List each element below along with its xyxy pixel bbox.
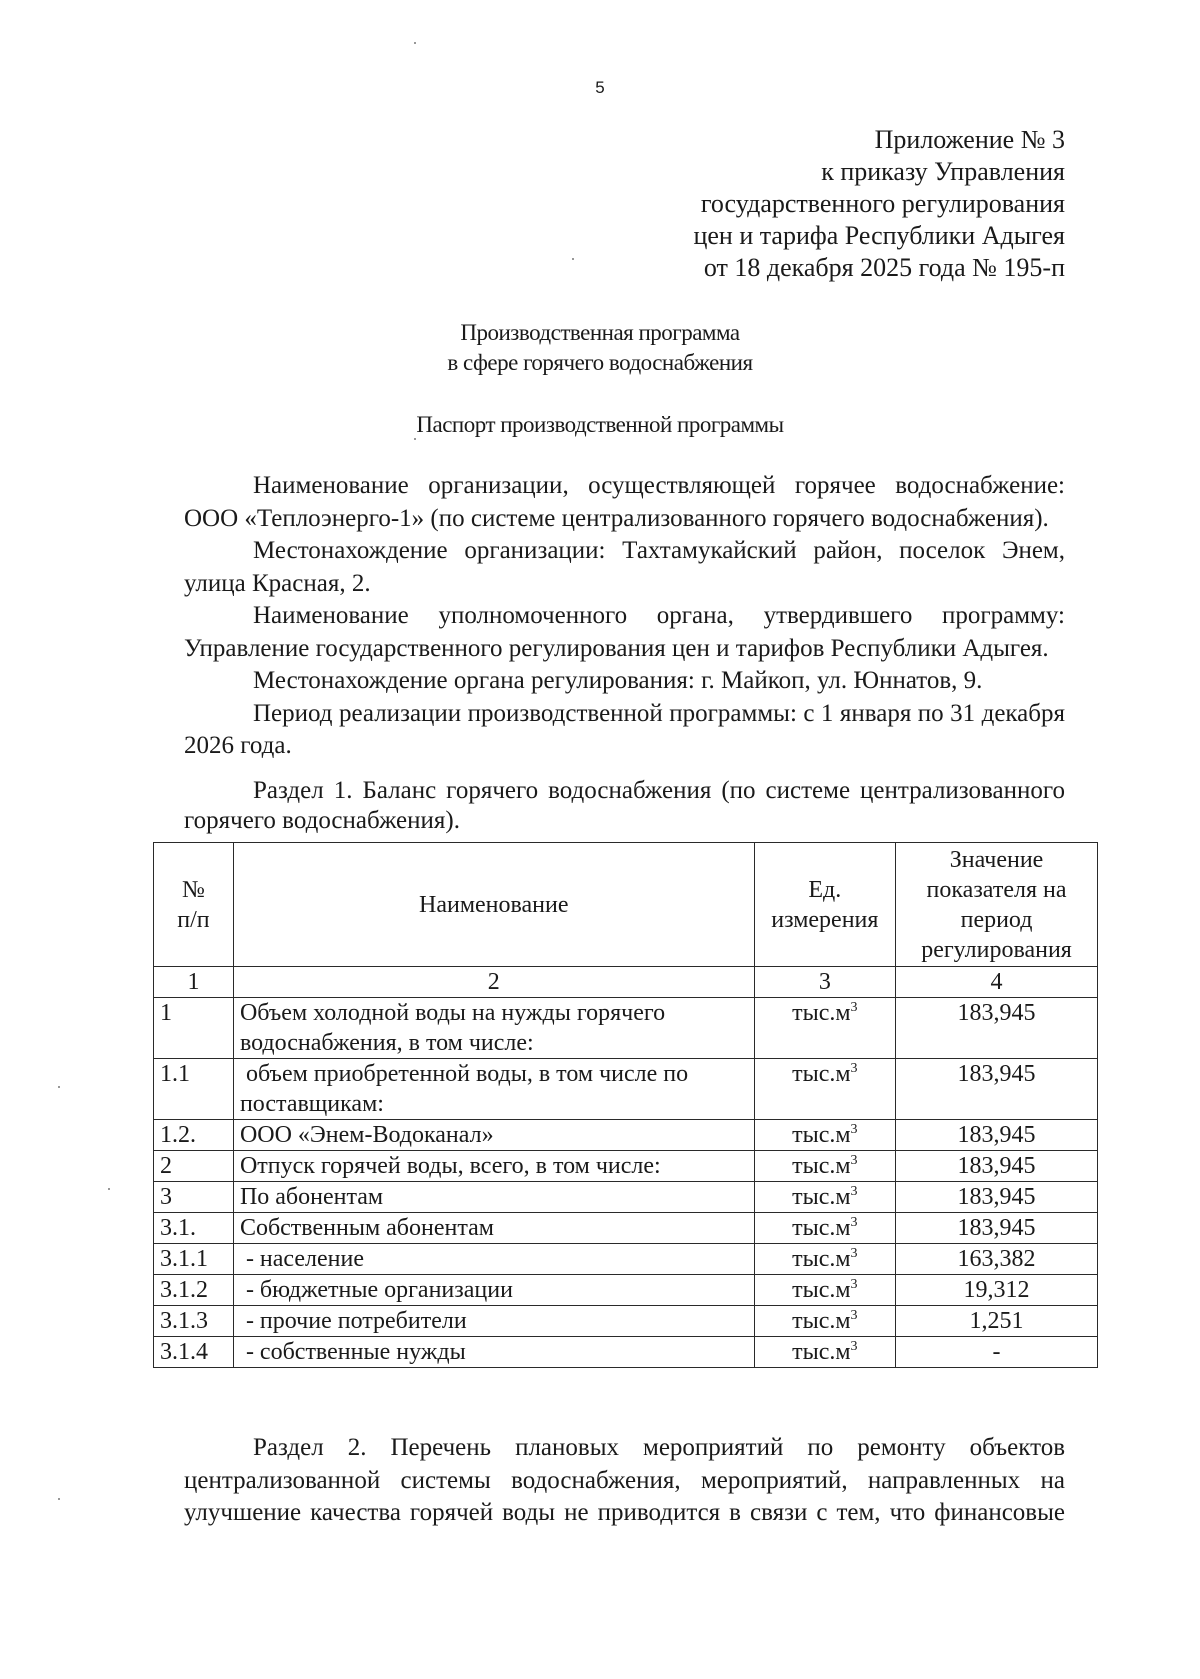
table-row <box>154 1151 1098 1182</box>
appendix-block <box>693 124 1065 284</box>
header-unit: Ед. измерения <box>754 843 895 967</box>
row-number: 1 <box>154 998 234 1059</box>
row-name: объем приобретенной воды, в том числе по поставщикам: <box>233 1059 754 1120</box>
table-index-row <box>154 967 1098 998</box>
row-number: 3.1.4 <box>154 1337 234 1368</box>
page-number: 5 <box>595 78 605 97</box>
unit-superscript: 3 <box>850 1215 858 1230</box>
index-cell: 1 <box>154 967 234 998</box>
table-row <box>154 1120 1098 1151</box>
unit-superscript: 3 <box>850 1122 858 1137</box>
row-value: 183,945 <box>896 1120 1098 1151</box>
scan-speck <box>58 1086 60 1088</box>
row-name: - население <box>233 1244 754 1275</box>
unit-superscript: 3 <box>850 1000 858 1015</box>
row-name: - бюджетные организации <box>233 1275 754 1306</box>
unit-text: тыс.м <box>792 1061 851 1087</box>
row-name: По абонентам <box>233 1182 754 1213</box>
table-row <box>154 1306 1098 1337</box>
appendix-line: Приложение № 3 <box>874 125 1065 154</box>
row-name: Объем холодной воды на нужды горячего водоснабжения, в том числе: <box>233 998 754 1059</box>
unit-text: тыс.м <box>792 1277 851 1303</box>
unit-superscript: 3 <box>850 1153 858 1168</box>
row-number: 3.1.2 <box>154 1275 234 1306</box>
unit-text: тыс.м <box>792 1308 851 1334</box>
unit-superscript: 3 <box>850 1184 858 1199</box>
unit-superscript: 3 <box>850 1246 858 1261</box>
authority-paragraph: Наименование уполномоченного органа, утвердившего программу: Управление государственного регулирования цен и тарифов Республики Адыгея. <box>184 602 1065 662</box>
unit-text: тыс.м <box>792 1215 851 1241</box>
unit-superscript: 3 <box>850 1308 858 1323</box>
row-unit <box>754 1337 895 1368</box>
unit-superscript: 3 <box>850 1339 858 1354</box>
scan-speck <box>58 1498 60 1500</box>
unit-text: тыс.м <box>792 1000 851 1026</box>
row-value: 183,945 <box>896 1151 1098 1182</box>
table-row <box>154 1059 1098 1120</box>
index-cell: 3 <box>754 967 895 998</box>
row-value: 183,945 <box>896 1213 1098 1244</box>
appendix-line: от 18 декабря 2025 года № 195-п <box>703 253 1065 282</box>
authority-location-paragraph: Местонахождение органа регулирования: г. Майкоп, ул. Юннатов, 9. <box>253 667 983 694</box>
table-row <box>154 1213 1098 1244</box>
row-number: 1.2. <box>154 1120 234 1151</box>
row-name: - прочие потребители <box>233 1306 754 1337</box>
row-number: 3.1.1 <box>154 1244 234 1275</box>
index-cell: 4 <box>896 967 1098 998</box>
scan-speck <box>108 1188 110 1190</box>
table-header-row <box>154 843 1098 967</box>
passport-title: Паспорт производственной программы <box>416 412 784 437</box>
header-num: № п/п <box>154 843 234 967</box>
row-unit <box>754 1213 895 1244</box>
row-value: - <box>896 1337 1098 1368</box>
header-value: Значение показателя на период регулирования <box>896 843 1098 967</box>
row-value: 1,251 <box>896 1306 1098 1337</box>
location-paragraph: Местонахождение организации: Тахтамукайский район, поселок Энем, улица Красная, 2. <box>184 537 1065 597</box>
table-row <box>154 1182 1098 1213</box>
row-name: ООО «Энем-Водоканал» <box>233 1120 754 1151</box>
row-number: 3.1.3 <box>154 1306 234 1337</box>
section1-line: горячего водоснабжения). <box>184 807 460 834</box>
row-unit <box>754 1059 895 1120</box>
title-line: Производственная программа <box>460 320 740 345</box>
section1-heading <box>184 776 1065 836</box>
row-name: - собственные нужды <box>233 1337 754 1368</box>
unit-text: тыс.м <box>792 1184 851 1210</box>
unit-superscript: 3 <box>850 1277 858 1292</box>
table-row <box>154 998 1098 1059</box>
row-unit <box>754 998 895 1059</box>
row-number: 1.1 <box>154 1059 234 1120</box>
header-name: Наименование <box>233 843 754 967</box>
row-number: 3.1. <box>154 1213 234 1244</box>
row-unit <box>754 1151 895 1182</box>
unit-text: тыс.м <box>792 1153 851 1179</box>
scan-speck <box>414 42 416 44</box>
table-row <box>154 1275 1098 1306</box>
row-name: Собственным абонентам <box>233 1213 754 1244</box>
table-row <box>154 1337 1098 1368</box>
row-unit <box>754 1306 895 1337</box>
row-value: 183,945 <box>896 998 1098 1059</box>
row-value: 183,945 <box>896 1182 1098 1213</box>
scan-speck <box>414 438 416 440</box>
unit-text: тыс.м <box>792 1339 851 1365</box>
section2-paragraph <box>184 1432 1065 1530</box>
balance-table <box>153 842 1098 1368</box>
unit-text: тыс.м <box>792 1246 851 1272</box>
row-value: 183,945 <box>896 1059 1098 1120</box>
table-row <box>154 1244 1098 1275</box>
row-unit <box>754 1275 895 1306</box>
row-value: 163,382 <box>896 1244 1098 1275</box>
passport-paragraphs <box>184 470 1065 763</box>
organization-paragraph: Наименование организации, осуществляющей горячее водоснабжение: ООО «Теплоэнерго-1» (по системе централизованного горячего водоснабжения). <box>184 472 1065 532</box>
title-line: в сфере горячего водоснабжения <box>447 350 753 375</box>
unit-text: тыс.м <box>792 1122 851 1148</box>
period-paragraph: Период реализации производственной программы: с 1 января по 31 декабря 2026 года. <box>184 699 1065 759</box>
section2-text: Раздел 2. Перечень плановых мероприятий по ремонту объектов централизованной системы водоснабжения, мероприятий, направленных на улучшение качества горячей воды не приводится в связи с тем, что финансовые <box>184 1434 1065 1526</box>
scan-speck <box>572 258 574 260</box>
row-value: 19,312 <box>896 1275 1098 1306</box>
section1-line: Раздел 1. Баланс горячего водоснабжения (по системе централизованного <box>253 777 1065 804</box>
row-unit <box>754 1120 895 1151</box>
row-unit <box>754 1244 895 1275</box>
row-number: 2 <box>154 1151 234 1182</box>
appendix-line: государственного регулирования <box>700 189 1065 218</box>
row-name: Отпуск горячей воды, всего, в том числе: <box>233 1151 754 1182</box>
document-title <box>0 318 1200 378</box>
unit-superscript: 3 <box>850 1061 858 1076</box>
row-number: 3 <box>154 1182 234 1213</box>
index-cell: 2 <box>233 967 754 998</box>
row-unit <box>754 1182 895 1213</box>
appendix-line: цен и тарифа Республики Адыгея <box>693 221 1065 250</box>
appendix-line: к приказу Управления <box>821 157 1065 186</box>
